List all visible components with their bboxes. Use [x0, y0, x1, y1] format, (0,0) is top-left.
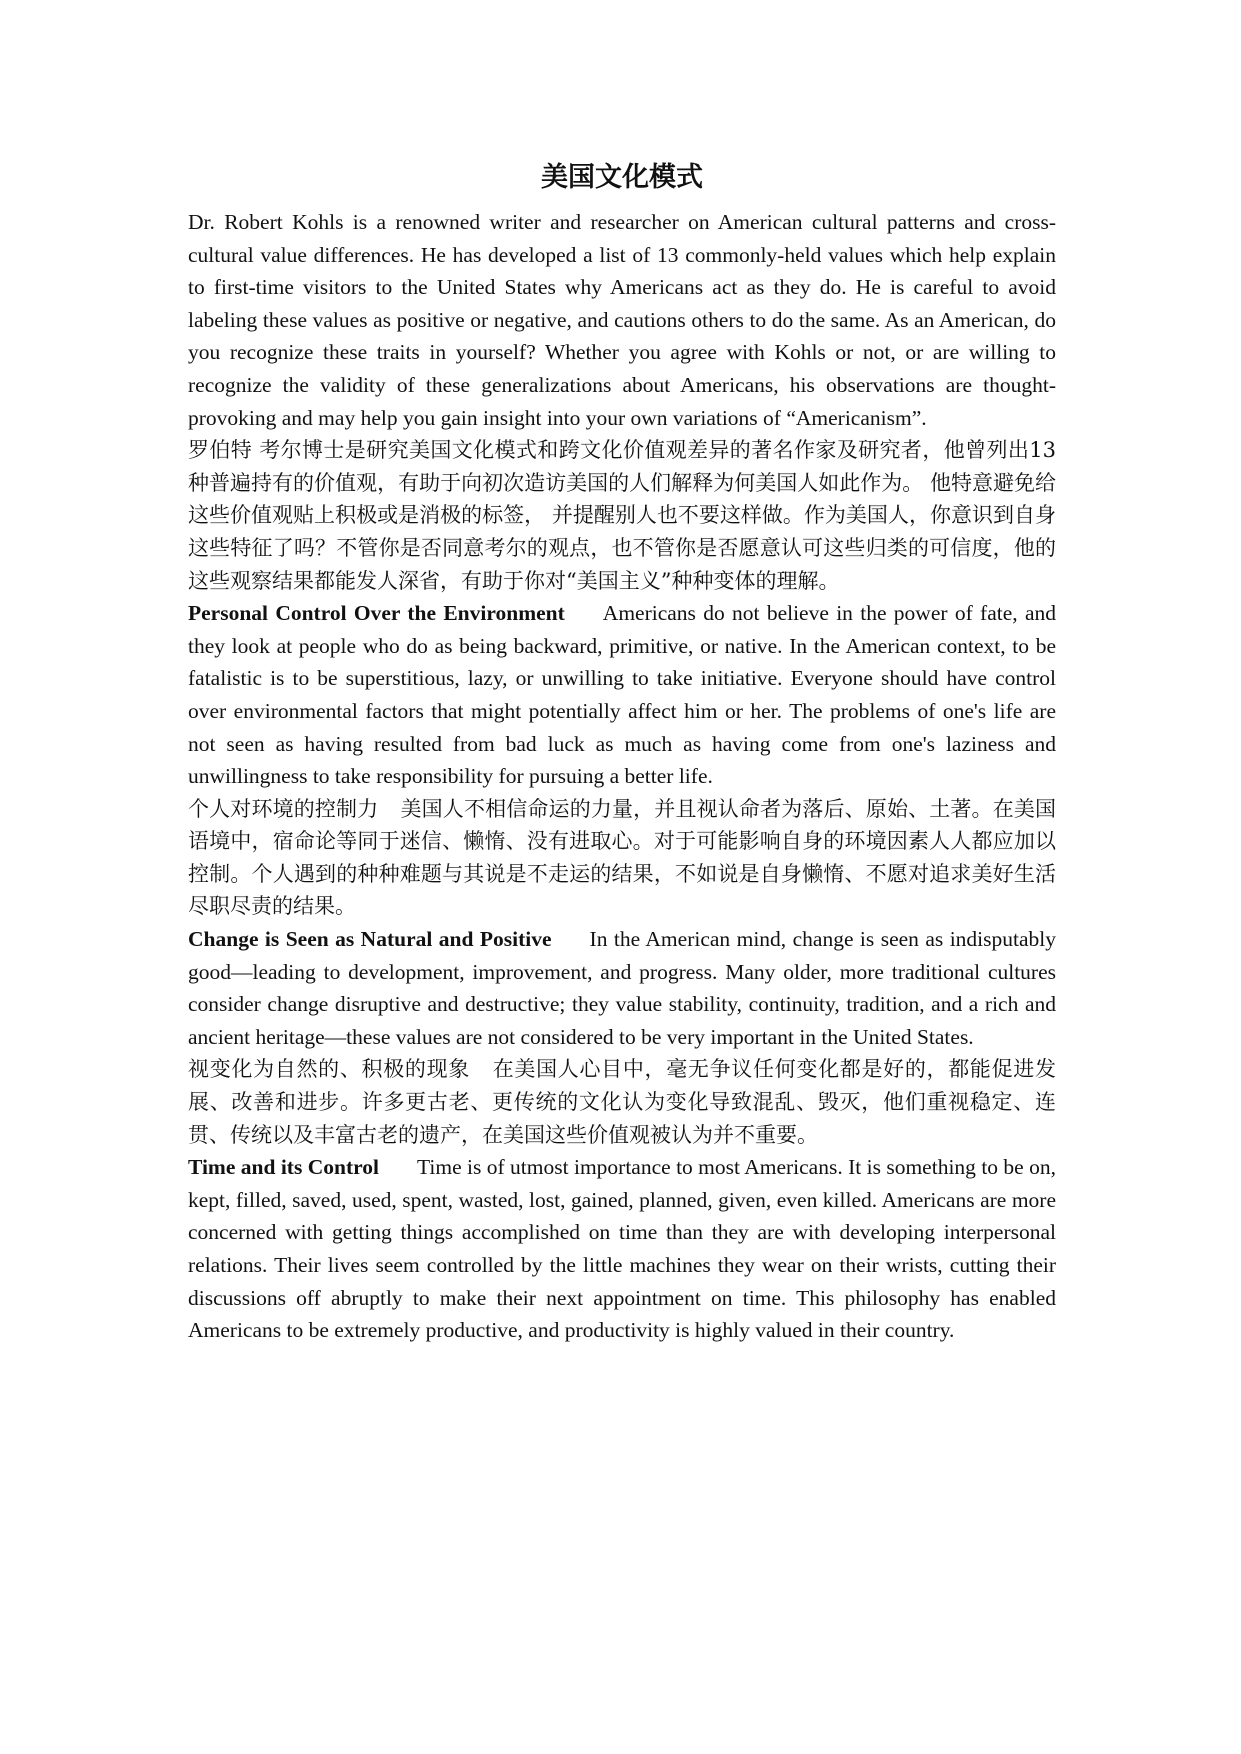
section-english-time: [188, 1151, 1056, 1347]
intro-chinese: 罗伯特 考尔博士是研究美国文化模式和跨文化价值观差异的著名作家及研究者，他曾列出13种普遍持有的价值观，有助于向初次造访美国的人们解释为何美国人如此作为。 他特意避免给这些价值观贴上积极或是消极的标签， 并提醒别人也不要这样做。作为美国人，你意识到自身这些特征了吗？不管你是否同意考尔的观点，也不管你是否愿意认可这些归类的可信度，他的这些观察结果都能发人深省，有助于你对“美国主义”种种变体的理解。: [188, 438, 1056, 593]
section-english-change: [188, 923, 1056, 1053]
section-body: Time is of utmost importance to most Americans. It is something to be on, kept, filled, saved, used, spent, wasted, lost, gained, planned, given, even killed. Americans are more concerned with getting things accomplished on time than they are with developing interpersonal relations. Their lives seem controlled by the little machines they wear on their wrists, cutting their discussions off abruptly to make their next appointment on time. This philosophy has enabled Americans to be extremely productive, and productivity is highly valued in their country.: [188, 1155, 1056, 1343]
section-body-chinese: 在美国人心目中，毫无争议任何变化都是好的，都能促进发展、改善和进步。许多更古老、更传统的文化认为变化导致混乱、毁灭，他们重视稳定、连贯、传统以及丰富古老的遗产，在美国这些价值观被认为并不重要。: [188, 1057, 1056, 1147]
section-heading: Time and its Control: [188, 1155, 379, 1180]
section-heading: Personal Control Over the Environment: [188, 601, 565, 626]
document-page: [188, 160, 1056, 1347]
section-body: In the American mind, change is seen as indisputably good—leading to development, improvement, and progress. Many older, more traditional cultures consider change disruptive and destructive; they value stability, continuity, tradition, and a rich and ancient heritage—these values are not considered to be very important in the United States.: [188, 927, 1056, 1049]
section-english-personal-control: [188, 597, 1056, 793]
section-heading-chinese: 个人对环境的控制力: [188, 796, 379, 821]
section-body-chinese: 美国人不相信命运的力量，并且视认命者为落后、原始、土著。在美国语境中，宿命论等同于迷信、懒惰、没有进取心。对于可能影响自身的环境因素人人都应加以控制。个人遇到的种种难题与其说是不走运的结果，不如说是自身懒惰、不愿对追求美好生活尽职尽责的结果。: [188, 796, 1057, 919]
section-chinese-personal-control: [188, 793, 1056, 923]
intro-english: Dr. Robert Kohls is a renowned writer and researcher on American cultural patterns and cross-cultural value differences. He has developed a list of 13 commonly-held values which help explain to first-time visitors to the United States why Americans act as they do. He is careful to avoid labeling these values as positive or negative, and cautions others to do the same. As an American, do you recognize these traits in yourself? Whether you agree with Kohls or not, or are willing to recognize the validity of these generalizations about Americans, his observations are thought-provoking and may help you gain insight into your own variations of “Americanism”.: [188, 210, 1056, 430]
document-title: 美国文化模式: [541, 162, 703, 193]
section-chinese-change: [188, 1053, 1056, 1151]
section-heading: Change is Seen as Natural and Positive: [188, 927, 552, 952]
section-heading-chinese: 视变化为自然的、积极的现象: [188, 1057, 470, 1082]
section-body: Americans do not believe in the power of fate, and they look at people who do as being backward, primitive, or native. In the American context, to be fatalistic is to be superstitious, lazy, or unwilling to take initiative. Everyone should have control over environmental factors that might potentially affect him or her. The problems of one's life are not seen as having resulted from bad luck as much as having come from one's laziness and unwillingness to take responsibility for pursuing a better life.: [188, 601, 1056, 789]
